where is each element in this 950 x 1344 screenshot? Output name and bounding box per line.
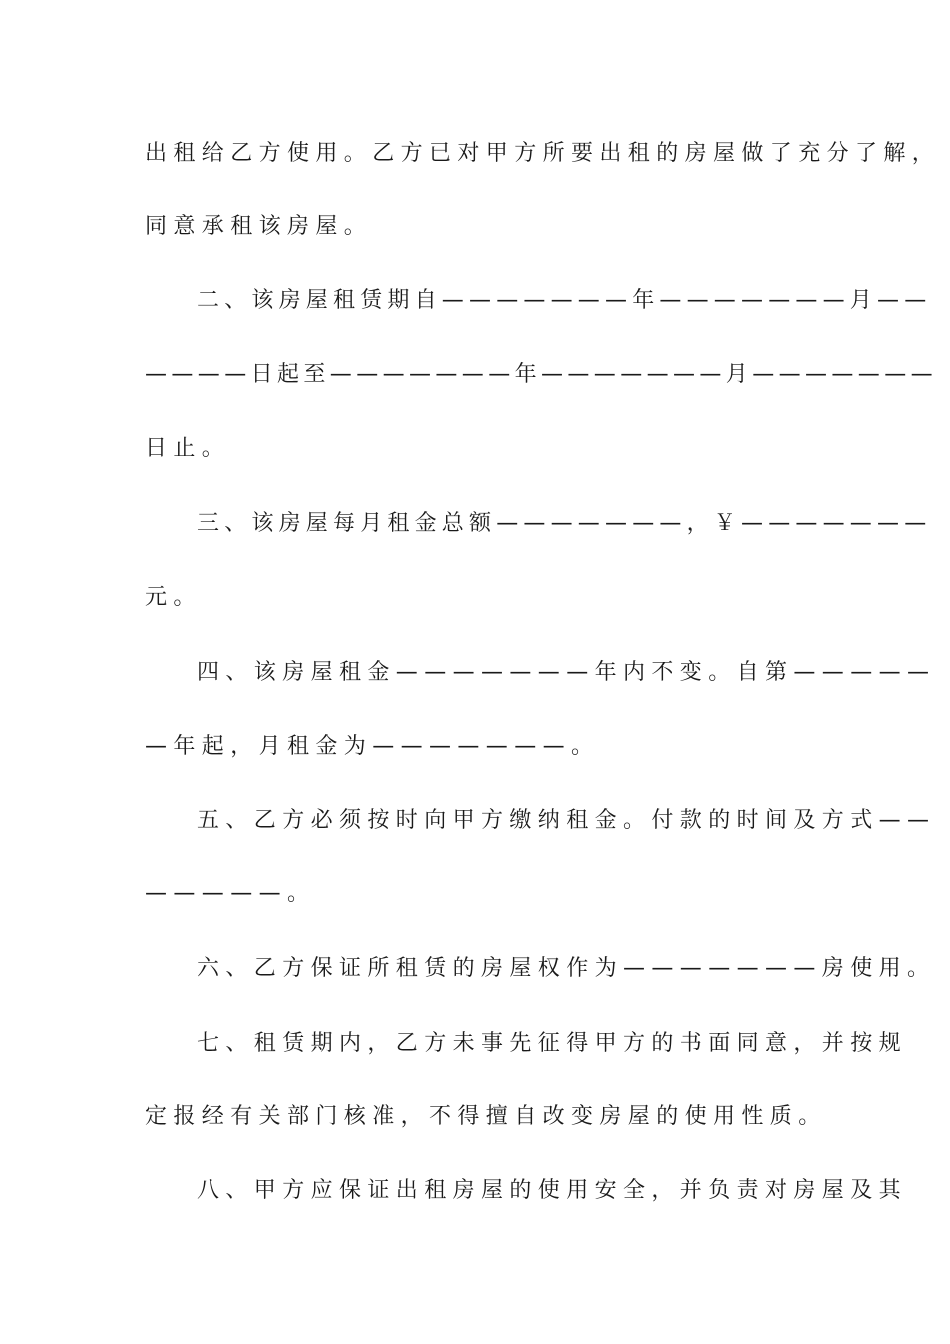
clause-7-line: 定报经有关部门核准，不得擅自改变房屋的使用性质。 <box>145 1104 827 1129</box>
clause-4-line: 四、该房屋租金———————年内不变。自第————— <box>197 660 936 685</box>
clause-5-line: —————。 <box>145 881 316 906</box>
clause-2-line: ————日起至———————年———————月——————— <box>145 362 938 387</box>
clause-8-line: 八、甲方应保证出租房屋的使用安全，并负责对房屋及其 <box>197 1178 908 1203</box>
clause-3-line: 元。 <box>145 585 202 610</box>
clause-3-line: 三、该房屋每月租金总额———————，￥——————— <box>197 511 932 536</box>
clause-4-line: —年起，月租金为———————。 <box>145 734 600 759</box>
paragraph-line: 同意承租该房屋。 <box>145 214 373 239</box>
paragraph-line: 出租给乙方使用。乙方已对甲方所要出租的房屋做了充分了解， <box>145 141 941 166</box>
clause-2-line: 二、该房屋租赁期自———————年———————月—— <box>197 288 932 313</box>
clause-6-line: 六、乙方保证所租赁的房屋权作为———————房使用。 <box>197 956 936 981</box>
clause-7-line: 七、租赁期内，乙方未事先征得甲方的书面同意，并按规 <box>197 1031 908 1056</box>
clause-5-line: 五、乙方必须按时向甲方缴纳租金。付款的时间及方式—— <box>197 808 936 833</box>
clause-2-line: 日止。 <box>145 436 231 461</box>
